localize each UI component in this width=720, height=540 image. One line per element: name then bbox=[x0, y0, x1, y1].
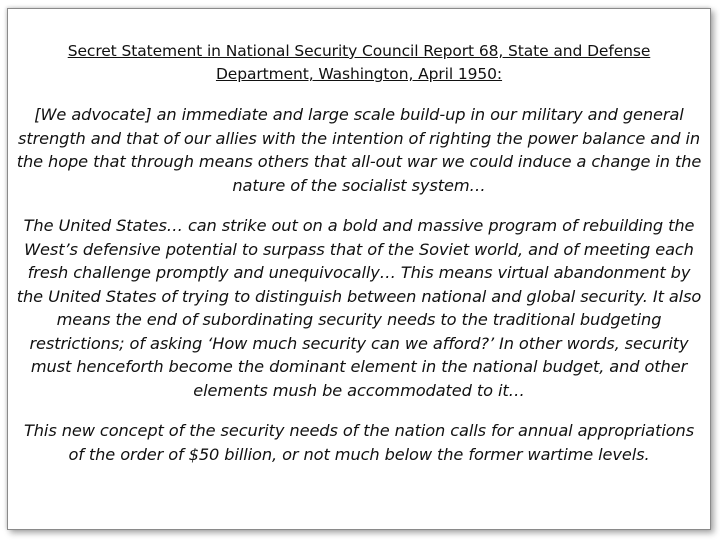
paragraph-2: The United States… can strike out on a bold and massive program of rebuilding the West’s defensive potential to surpass that of the Soviet world, and of meeting each fresh challenge promptly and unequivocally… This means virtual abandonment by the United States of trying to distinguish between national and global security. It also means the end of subordinating security needs to the traditional budgeting restrictions; of asking ‘How much security can we afford?’ In other words, security must henceforth become the dominant element in the national budget, and other elements mush be accommodated to it… bbox=[16, 216, 702, 400]
document-title: Secret Statement in National Security Council Report 68, State and Defense Department, Washington, April 1950: bbox=[67, 42, 651, 83]
paragraph-3: This new concept of the security needs of the nation calls for annual appropriations of the order of $50 billion, or not much below the former wartime levels. bbox=[23, 421, 695, 464]
paragraph-1: [We advocate] an immediate and large scale build-up in our military and general strength and that of our allies with the intention of righting the power balance and in the hope that through means others that all-out war we could induce a change in the nature of the socialist system… bbox=[16, 105, 702, 195]
document-content bbox=[14, 40, 704, 483]
